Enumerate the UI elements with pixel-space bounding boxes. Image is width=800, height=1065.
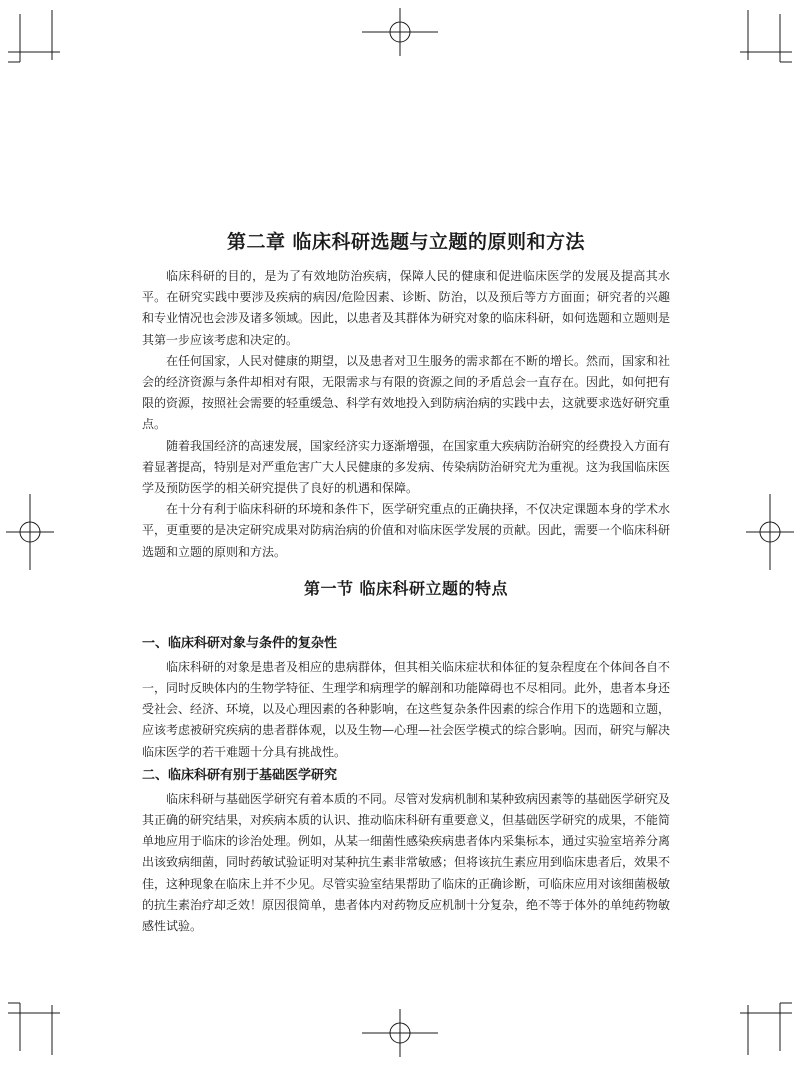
intro-paragraph-4: 在十分有利于临床科研的环境和条件下，医学研究重点的正确抉择，不仅决定课题本身的学术水平，更重要的是决定研究成果对防病治病的价值和对临床医学发展的贡献。因此，需要一个临床科研选题和立题的原则和方法。 (142, 502, 671, 559)
intro-paragraph-3: 随着我国经济的高速发展，国家经济实力逐渐增强，在国家重大疾病防治研究的经费投入方面有着显著提高，特别是对严重危害广大人民健康的多发病、传染病防治研究尤为重视。这为我国临床医学及预防医学的相关研究提供了良好的机遇和保障。 (142, 438, 671, 496)
chapter-title: 第二章 临床科研选题与立题的原则和方法 (226, 231, 586, 253)
registration-mark-bottom (362, 1009, 438, 1057)
crop-mark-top-right (740, 10, 792, 62)
registration-mark-right (746, 494, 794, 570)
subsection-2-title: 二、临床科研有别于基础医学研究 (142, 767, 338, 783)
crop-mark-bottom-right (740, 1003, 792, 1055)
registration-mark-top (362, 8, 438, 56)
subsection-1-paragraph: 临床科研的对象是患者及相应的患病群体，但其相关临床症状和体征的复杂程度在个体间各自不一，同时反映体内的生物学特征、生理学和病理学的解剖和功能障碍也不尽相同。此外，患者本身还受社会、经济、环境，以及心理因素的各种影响，在这些复杂条件因素的综合作用下的选题和立题，应该考虑被研究疾病的患者群体观，以及生物—心理—社会医学模式的综合影响。因而，研究与解决临床医学的若干难题十分具有挑战性。 (142, 659, 671, 759)
crop-mark-top-left (8, 10, 60, 62)
intro-paragraph-2: 在任何国家，人民对健康的期望，以及患者对卫生服务的需求都在不断的增长。然而，国家和社会的经济资源与条件却相对有限，无限需求与有限的资源之间的矛盾总会一直存在。因此，如何把有限的资源，按照社会需要的轻重缓急、科学有效地投入到防病治病的实践中去，这就要求选好研究重点。 (142, 353, 671, 432)
crop-mark-bottom-left (8, 1003, 60, 1055)
registration-mark-left (6, 494, 54, 570)
page-content (142, 224, 670, 937)
subsection-1-title: 一、临床科研对象与条件的复杂性 (142, 635, 338, 651)
section-title: 第一节 临床科研立题的特点 (303, 578, 509, 598)
subsection-2-paragraph: 临床科研与基础医学研究有着本质的不同。尽管对发病机制和某种致病因素等的基础医学研究及其正确的研究结果，对疾病本质的认识、推动临床科研有重要意义，但基础医学研究的成果，不能简单地应用于临床的诊治处理。例如，从某一细菌性感染疾病患者体内采集标本，通过实验室培养分离出该致病细菌，同时药敏试验证明对某种抗生素非常敏感；但将该抗生素应用到临床患者后，效果不佳，这种现象在临床上并不少见。尽管实验室结果帮助了临床的正确诊断，可临床应用对该细菌极敏的抗生素治疗却乏效！原因很简单，患者体内对药物反应机制十分复杂，绝不等于体外的单纯药物敏感性试验。 (142, 791, 671, 934)
intro-paragraph-1: 临床科研的目的，是为了有效地防治疾病，保障人民的健康和促进临床医学的发展及提高其水平。在研究实践中要涉及疾病的病因/危险因素、诊断、防治，以及预后等方方面面；研究者的兴趣和专业情况也会涉及诸多领域。因此，以患者及其群体为研究对象的临床科研，如何选题和立题则是其第一步应该考虑和决定的。 (142, 269, 671, 347)
